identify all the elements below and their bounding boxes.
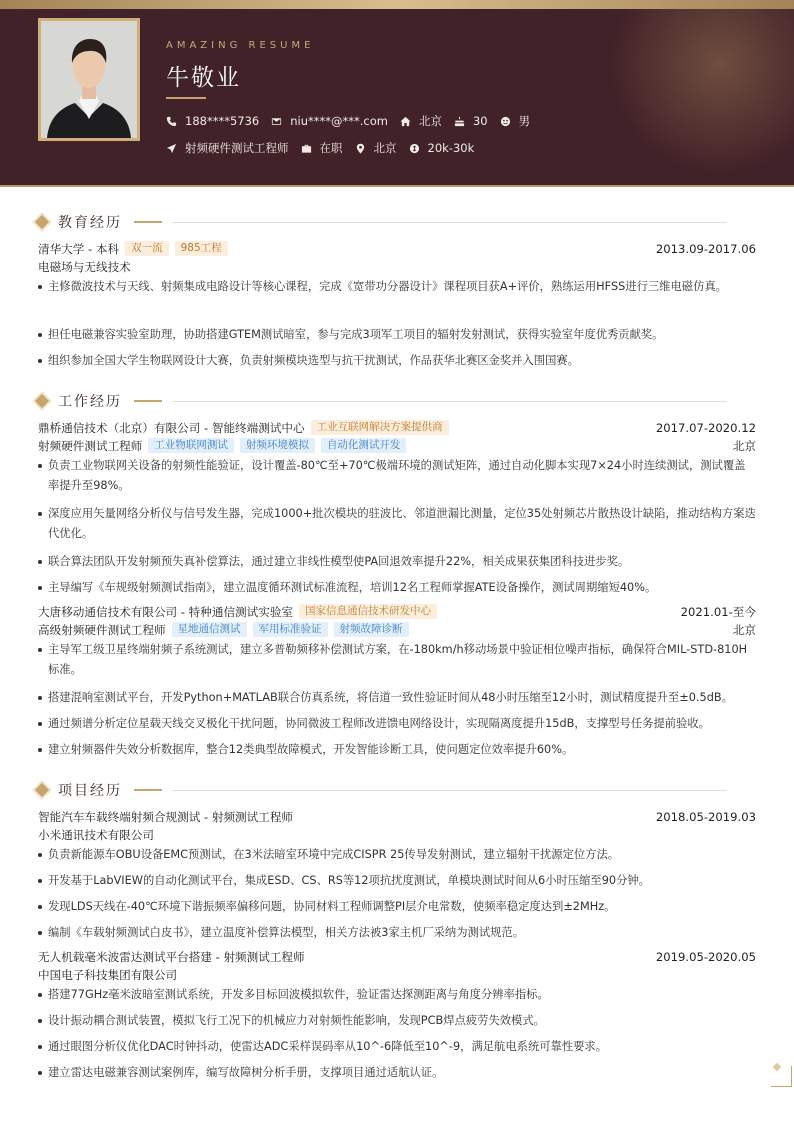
- education-major: 电磁场与无线技术: [38, 259, 131, 274]
- gender-icon: [500, 116, 511, 127]
- work-bullet: 搭建混响室测试平台，开发Python+MATLAB联合仿真系统，将信道一致性验证时间从48小时压缩至12小时，测试精度提升至±0.5dB。: [38, 688, 756, 708]
- section-label: 教育经历: [58, 215, 122, 231]
- email-info: [271, 114, 388, 128]
- job-intent-row: [166, 140, 486, 156]
- briefcase-icon: [301, 143, 312, 154]
- job-role: 射频硬件测试工程师: [38, 438, 143, 453]
- role-tag: 军用标准验证: [253, 622, 328, 637]
- avatar-photo: [38, 18, 140, 141]
- location-pin-icon: [355, 143, 366, 154]
- school-name: 清华大学 - 本科: [38, 241, 120, 256]
- section-divider: [172, 401, 727, 402]
- role-tag: 射频故障诊断: [334, 622, 409, 637]
- diamond-icon: [35, 783, 49, 797]
- project-header: [38, 808, 756, 825]
- section-dash: [134, 221, 162, 223]
- project-bullet: 负责新能源车OBU设备EMC预测试，在3米法暗室环境中完成CISPR 25传导发射测试，建立辐射干扰源定位方法。: [38, 845, 756, 865]
- project-dates: 2018.05-2019.03: [655, 809, 756, 824]
- resume-header: [0, 9, 794, 185]
- education-header: [38, 240, 756, 257]
- diamond-icon: [35, 215, 49, 229]
- work-bullet: 通过频谱分析定位星载天线交叉极化干扰问题，协同微波工程师改进馈电网络设计，实现隔离度提升15dB，支撑型号任务提前验收。: [38, 714, 756, 734]
- header-eyebrow: AMAZING RESUME: [166, 40, 315, 51]
- section-dash: [134, 789, 162, 791]
- education-bullet: 担任电磁兼容实验室助理，协助搭建GTEM测试暗室，参与完成3项军工项目的辐射发射测试，获得实验室年度优秀贡献奖。: [38, 325, 756, 345]
- project-bullet: 通过眼图分析仪优化DAC时钟抖动，使雷达ADC采样误码率从10^-6降低至10^-9，满足航电系统可靠性要求。: [38, 1037, 756, 1057]
- work-header: [38, 603, 756, 620]
- section-label: 项目经历: [58, 783, 122, 799]
- project-bullet: 发现LDS天线在-40℃环境下谐振频率偏移问题，协同材料工程师调整PI层介电常数，使频率稳定度达到±2MHz。: [38, 897, 756, 917]
- company-name: 大唐移动通信技术有限公司 - 特种通信测试实验室: [38, 604, 294, 619]
- work-bullet: 深度应用矢量网络分析仪与信号发生器，完成1000+批次模块的驻波比、邻道泄漏比测量，定位35处射频芯片散热设计缺陷，推动结构方案迭代优化。: [38, 504, 756, 544]
- candidate-name: 牛敬业: [166, 65, 241, 91]
- work-bullet: 主导军工级卫星终端射频子系统测试，建立多普勒频移补偿测试方案，在-180km/h移动场景中验证相位噪声指标，确保符合MIL-STD-810H标准。: [38, 640, 756, 680]
- salary-info: [409, 141, 475, 155]
- section-title-education: [34, 212, 727, 232]
- money-icon: [409, 143, 420, 154]
- role-tag: 星地通信测试: [172, 622, 247, 637]
- gender-text: 男: [518, 114, 531, 128]
- diamond-icon: [35, 394, 49, 408]
- name-underline: [166, 97, 206, 99]
- home-info: [400, 113, 442, 129]
- education-bullet: 组织参加全国大学生物联网设计大赛，负责射频模块选型与抗干扰测试，作品获华北赛区金奖并入围国赛。: [38, 351, 756, 371]
- education-tag: 985工程: [175, 241, 228, 256]
- work-role-row: [38, 621, 756, 638]
- home-icon: [400, 116, 411, 127]
- section-title-projects: [34, 780, 727, 800]
- age-info: [454, 114, 488, 128]
- phone-info: [166, 114, 259, 128]
- project-title: 智能汽车车载终端射频合规测试 - 射频测试工程师: [38, 809, 294, 824]
- target-job-text: 射频硬件测试工程师: [185, 141, 289, 155]
- role-tag: 工业物联网测试: [148, 438, 234, 453]
- target-job-info: [166, 140, 289, 156]
- work-dates: 2021.01-至今: [680, 604, 756, 619]
- phone-text: 188****5736: [185, 114, 260, 128]
- status-text: 在职: [319, 141, 343, 155]
- section-divider: [172, 222, 727, 223]
- city-info: [355, 140, 397, 156]
- top-accent-bar: [0, 0, 794, 9]
- company-name: 鼎桥通信技术（北京）有限公司 - 智能终端测试中心: [38, 420, 305, 435]
- work-bullet: 主导编写《车规级射频测试指南》，建立温度循环测试标准流程，培训12名工程师掌握ATE设备操作，测试周期缩短40%。: [38, 578, 756, 598]
- education-bullet: 主修微波技术与天线、射频集成电路设计等核心课程，完成《宽带功分器设计》课程项目获A+评价，熟练运用HFSS进行三维电磁仿真。: [38, 277, 756, 297]
- work-header: [38, 419, 756, 436]
- work-dates: 2017.07-2020.12: [655, 420, 756, 435]
- phone-icon: [166, 116, 177, 127]
- project-bullet: 编制《车载射频测试白皮书》，建立温度补偿算法模型，相关方法被3家主机厂采纳为测试规范。: [38, 923, 756, 943]
- work-bullet: 建立射频器件失效分析数据库，整合12类典型故障模式，开发智能诊断工具，使问题定位效率提升60%。: [38, 740, 756, 760]
- contact-row: [166, 113, 542, 129]
- mail-icon: [271, 116, 282, 127]
- company-tag: 工业互联网解决方案提供商: [311, 420, 449, 435]
- project-title: 无人机载毫米波雷达测试平台搭建 - 射频测试工程师: [38, 949, 305, 964]
- city-text: 北京: [373, 141, 397, 155]
- project-org-row: [38, 966, 756, 983]
- gender-info: [500, 113, 531, 129]
- education-major-row: [38, 258, 756, 275]
- salary-text: 20k-30k: [427, 141, 475, 155]
- role-tag: 射频环境模拟: [240, 438, 315, 453]
- project-bullet: 建立雷达电磁兼容测试案例库，编写故障树分析手册，支撑项目通过适航认证。: [38, 1063, 756, 1083]
- section-title-work: [34, 391, 727, 411]
- age-text: 30: [472, 114, 488, 128]
- cake-icon: [454, 116, 465, 127]
- work-location: 北京: [732, 438, 756, 453]
- project-bullet: 设计振动耦合测试装置，模拟飞行工况下的机械应力对射频性能影响，发现PCB焊点疲劳失效模式。: [38, 1011, 756, 1031]
- section-divider: [172, 790, 727, 791]
- work-bullet: 联合算法团队开发射频预失真补偿算法，通过建立非线性模型使PA回退效率提升22%，相关成果获集团科技进步奖。: [38, 552, 756, 572]
- work-role-row: [38, 437, 756, 454]
- education-dates: 2013.09-2017.06: [655, 241, 756, 256]
- project-org: 小米通讯技术有限公司: [38, 827, 154, 842]
- project-header: [38, 948, 756, 965]
- project-dates: 2019.05-2020.05: [655, 949, 756, 964]
- work-bullet: 负责工业物联网关设备的射频性能验证，设计覆盖-80℃至+70℃极端环境的测试矩阵，通过自动化脚本实现7×24小时连续测试，测试覆盖率提升至98%。: [38, 456, 756, 496]
- work-location: 北京: [732, 622, 756, 637]
- header-bottom-line: [0, 185, 794, 187]
- project-bullet: 搭建77GHz毫米波暗室测试系统，开发多目标回波模拟软件，验证雷达探测距离与角度分辨率指标。: [38, 985, 756, 1005]
- project-org-row: [38, 826, 756, 843]
- project-bullet: 开发基于LabVIEW的自动化测试平台，集成ESD、CS、RS等12项抗扰度测试，单模块测试时间从6小时压缩至90分钟。: [38, 871, 756, 891]
- education-tag: 双一流: [125, 241, 169, 256]
- status-info: [301, 140, 343, 156]
- section-label: 工作经历: [58, 394, 122, 410]
- company-tag: 国家信息通信技术研发中心: [299, 604, 437, 619]
- role-tag: 自动化测试开发: [321, 438, 407, 453]
- section-dash: [134, 400, 162, 402]
- send-icon: [166, 143, 177, 154]
- job-role: 高级射频硬件测试工程师: [38, 622, 166, 637]
- email-text: niu****@***.com: [290, 114, 388, 128]
- project-org: 中国电子科技集团有限公司: [38, 967, 178, 982]
- home-text: 北京: [418, 114, 442, 128]
